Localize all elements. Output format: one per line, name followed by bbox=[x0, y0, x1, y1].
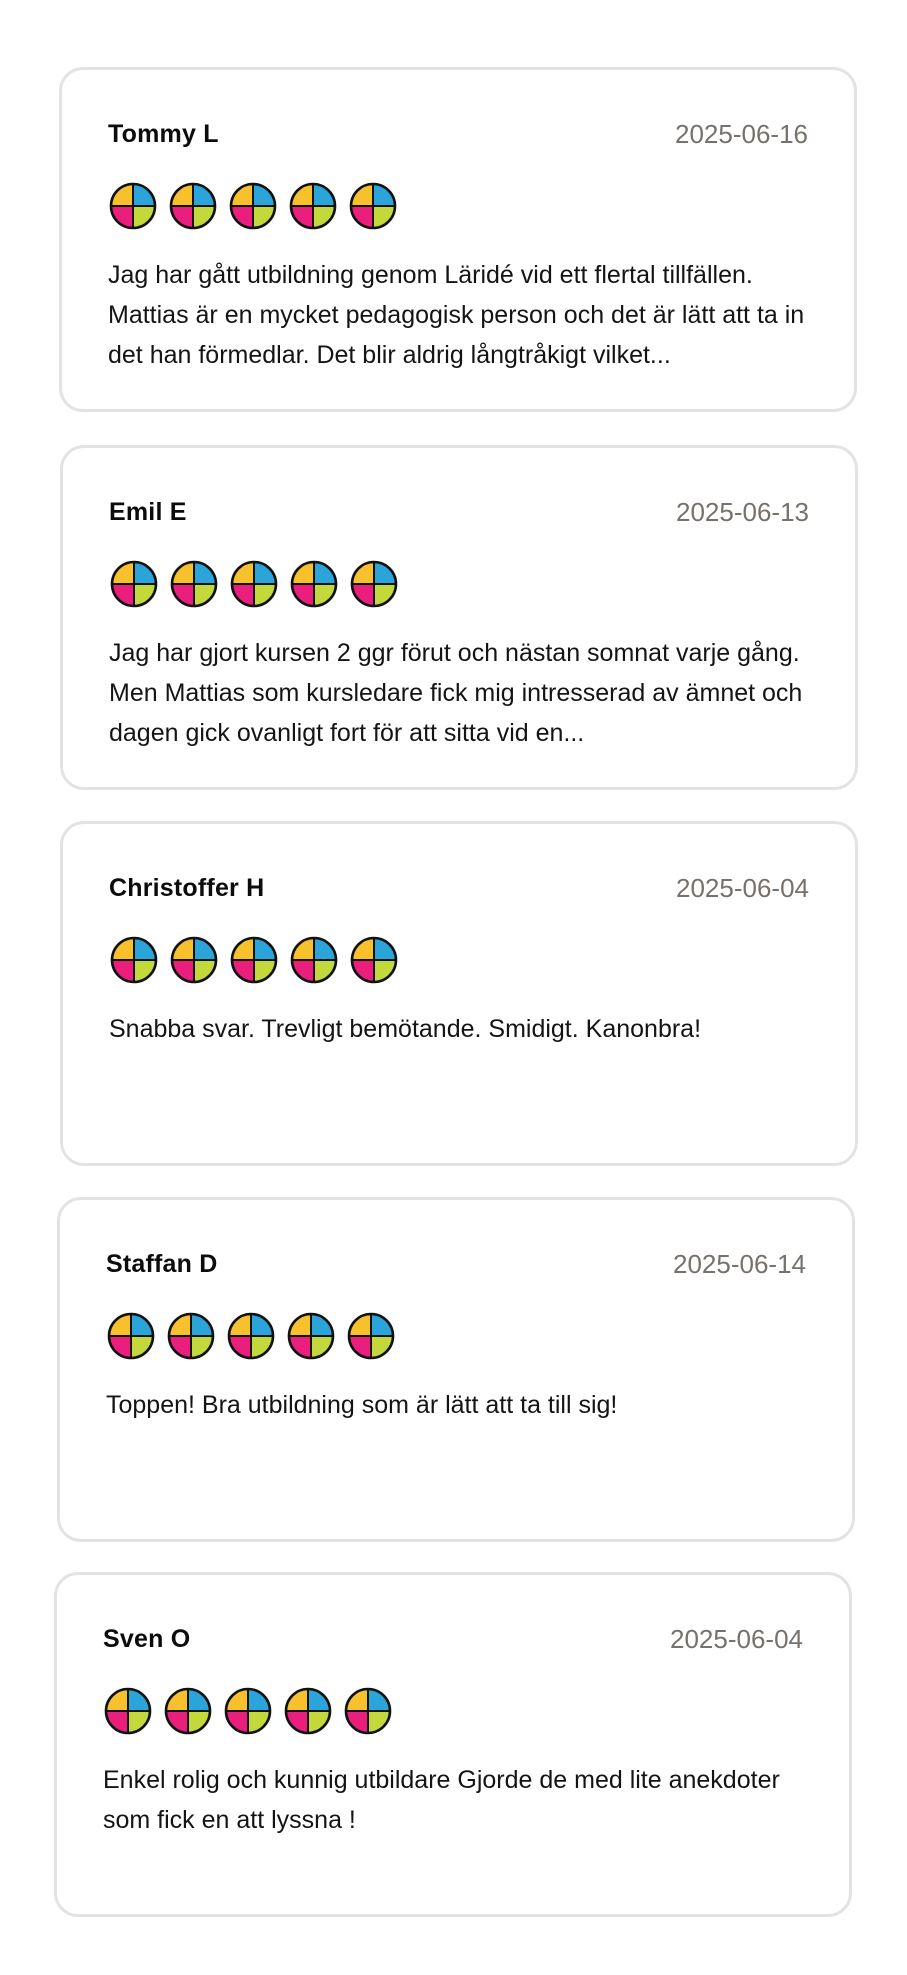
review-card bbox=[60, 445, 858, 790]
quadrant-circle-rating-icon bbox=[348, 181, 398, 231]
quadrant-circle-rating-icon bbox=[169, 559, 219, 609]
quadrant-circle-rating-icon bbox=[286, 1311, 336, 1361]
star-rating bbox=[108, 181, 398, 231]
quadrant-circle-rating-icon bbox=[283, 1686, 333, 1736]
quadrant-circle-rating-icon bbox=[103, 1686, 153, 1736]
quadrant-circle-rating-icon bbox=[229, 559, 279, 609]
review-date: 2025-06-14 bbox=[673, 1249, 806, 1279]
review-date: 2025-06-04 bbox=[670, 1624, 803, 1654]
review-text: Snabba svar. Trevligt bemötande. Smidigt. Kanonbra! bbox=[109, 1015, 702, 1043]
star-rating bbox=[106, 1311, 396, 1361]
review-date: 2025-06-04 bbox=[676, 873, 809, 903]
quadrant-circle-rating-icon bbox=[289, 559, 339, 609]
quadrant-circle-rating-icon bbox=[163, 1686, 213, 1736]
star-rating bbox=[109, 935, 399, 985]
quadrant-circle-rating-icon bbox=[168, 181, 218, 231]
review-text: Jag har gjort kursen 2 ggr förut och nästan somnat varje gång. Men Mattias som kursledare fick mig intresserad av ämnet och dagen gick ovanligt fort för att sitta vid en... bbox=[109, 639, 803, 747]
review-card bbox=[60, 821, 858, 1166]
quadrant-circle-rating-icon bbox=[166, 1311, 216, 1361]
quadrant-circle-rating-icon bbox=[106, 1311, 156, 1361]
quadrant-circle-rating-icon bbox=[289, 935, 339, 985]
reviewer-name: Sven O bbox=[103, 1625, 191, 1653]
review-text: Enkel rolig och kunnig utbildare Gjorde de med lite anekdoter som fick en att lyssna ! bbox=[103, 1766, 780, 1834]
reviewer-name: Christoffer H bbox=[109, 874, 265, 902]
reviewer-name: Tommy L bbox=[108, 120, 219, 148]
review-text: Jag har gått utbildning genom Läridé vid ett flertal tillfällen. Mattias är en mycket pedagogisk person och det är lätt att ta in det han förmedlar. Det blir aldrig långtråkigt vilket... bbox=[108, 261, 805, 369]
quadrant-circle-rating-icon bbox=[109, 935, 159, 985]
star-rating bbox=[103, 1686, 393, 1736]
star-rating bbox=[109, 559, 399, 609]
quadrant-circle-rating-icon bbox=[109, 559, 159, 609]
quadrant-circle-rating-icon bbox=[229, 935, 279, 985]
review-card bbox=[54, 1572, 852, 1917]
quadrant-circle-rating-icon bbox=[108, 181, 158, 231]
review-date: 2025-06-13 bbox=[676, 497, 809, 527]
quadrant-circle-rating-icon bbox=[169, 935, 219, 985]
review-card bbox=[59, 67, 857, 412]
quadrant-circle-rating-icon bbox=[223, 1686, 273, 1736]
review-text: Toppen! Bra utbildning som är lätt att ta till sig! bbox=[106, 1391, 618, 1419]
quadrant-circle-rating-icon bbox=[349, 559, 399, 609]
quadrant-circle-rating-icon bbox=[288, 181, 338, 231]
reviewer-name: Staffan D bbox=[106, 1250, 218, 1278]
reviewer-name: Emil E bbox=[109, 498, 187, 526]
review-card bbox=[57, 1197, 855, 1542]
quadrant-circle-rating-icon bbox=[349, 935, 399, 985]
quadrant-circle-rating-icon bbox=[346, 1311, 396, 1361]
review-date: 2025-06-16 bbox=[675, 119, 808, 149]
quadrant-circle-rating-icon bbox=[343, 1686, 393, 1736]
quadrant-circle-rating-icon bbox=[226, 1311, 276, 1361]
quadrant-circle-rating-icon bbox=[228, 181, 278, 231]
